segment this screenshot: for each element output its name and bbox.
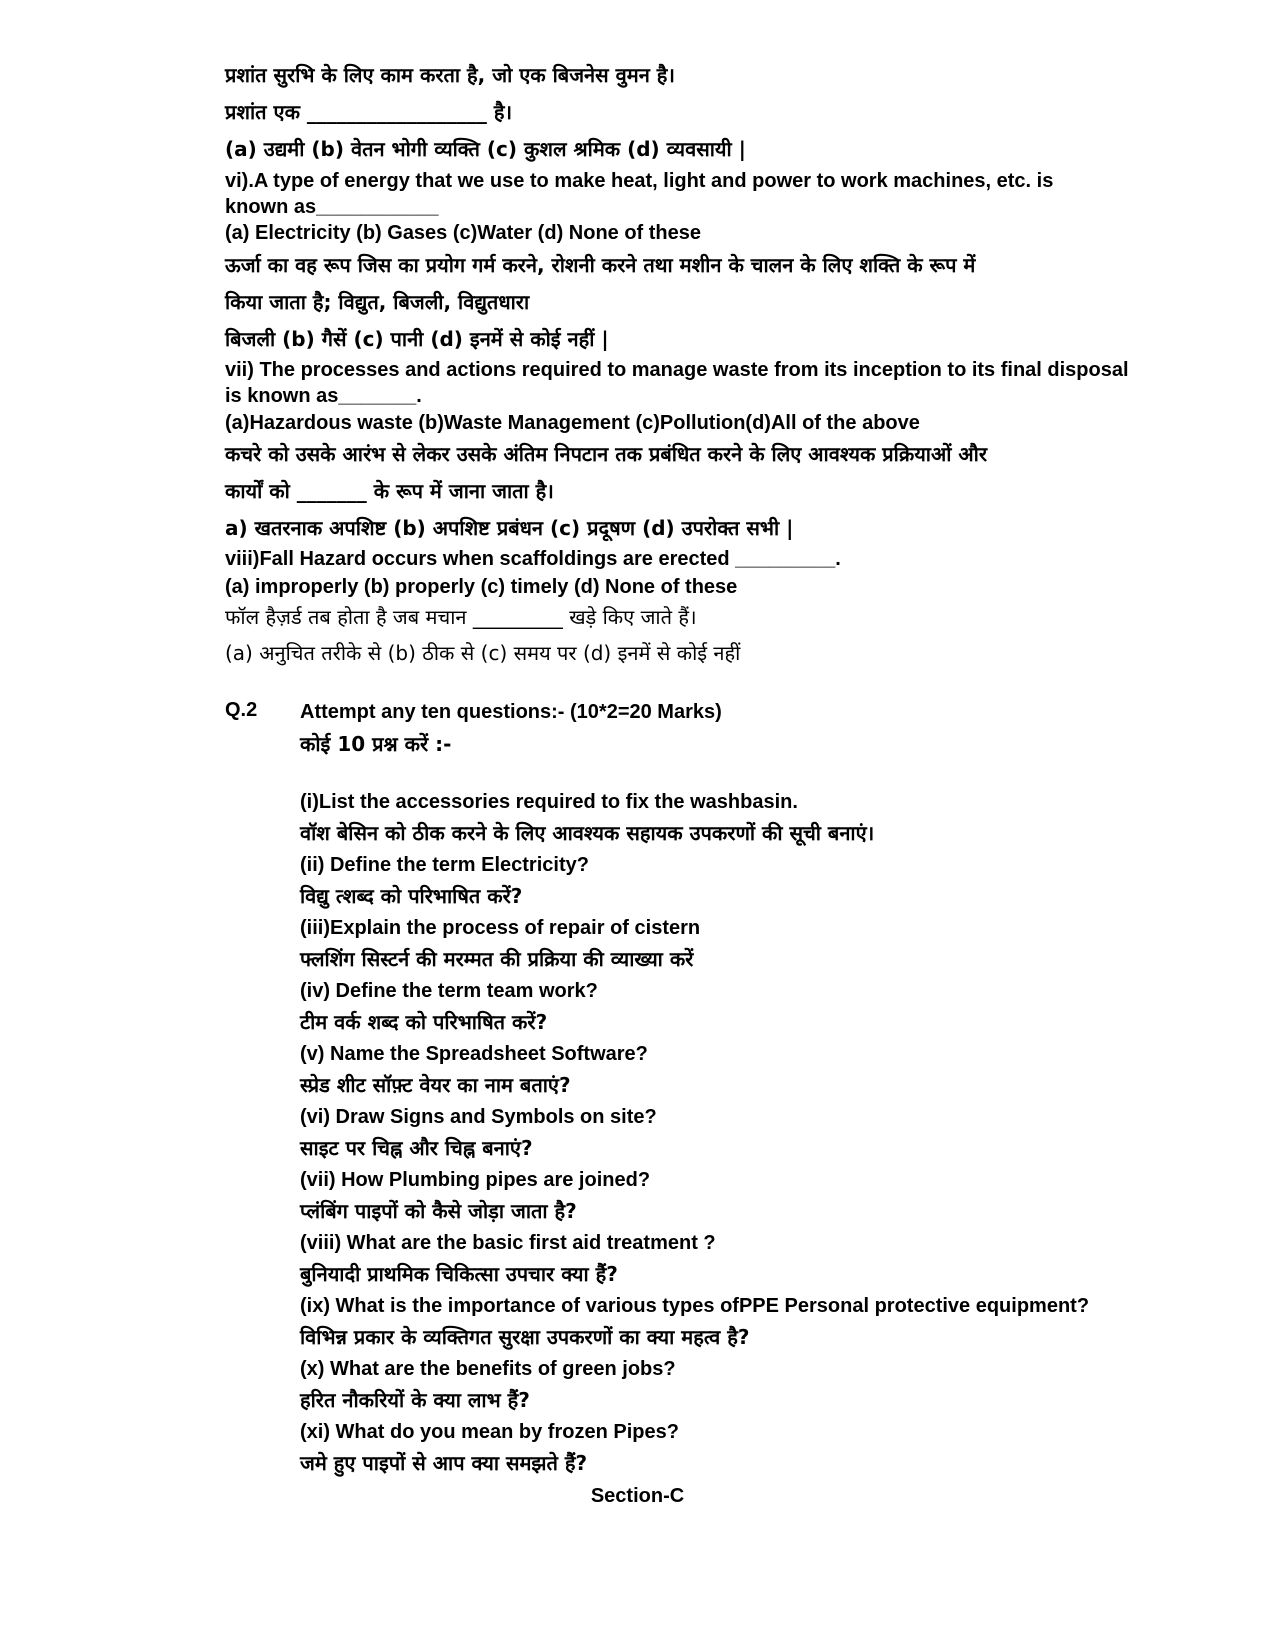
question-item: (ii) Define the term Electricity?	[300, 854, 589, 876]
question-number: Q.2	[225, 699, 258, 721]
question-item-hindi: हरित नौकरियों के क्या लाभ हैं?	[300, 1388, 530, 1412]
question-item: (vii) How Plumbing pipes are joined?	[300, 1169, 651, 1191]
question-item: (xi) What do you mean by frozen Pipes?	[300, 1421, 679, 1443]
question-item-hindi: विभिन्न प्रकार के व्यक्तिगत सुरक्षा उपकरणों का क्या महत्व है?	[300, 1325, 750, 1349]
question-item: (viii) What are the basic first aid treatment ?	[300, 1232, 716, 1254]
answer-options: बिजली (b) गैसें (c) पानी (d) इनमें से कोई नहीं |	[225, 327, 609, 351]
question-vii: vii) The processes and actions required to manage waste from its inception to its final disposal	[225, 359, 1129, 381]
text-line: कार्यों को _______ के रूप में जाना जाता है।	[225, 479, 554, 503]
answer-options: (a)Hazardous waste (b)Waste Management (c)Pollution(d)All of the above	[225, 412, 920, 434]
section-heading: Section-C	[590, 1485, 685, 1507]
answer-options: (a) Electricity (b) Gases (c)Water (d) None of these	[225, 222, 702, 244]
question-item: (iv) Define the term team work?	[300, 980, 598, 1002]
answer-options: (a) उद्यमी (b) वेतन भोगी व्यक्ति (c) कुशल श्रमिक (d) व्यवसायी |	[225, 137, 746, 161]
question-item-hindi: जमे हुए पाइपों से आप क्या समझते हैं?	[300, 1451, 588, 1475]
question-item: (ix) What is the importance of various types ofPPE Personal protective equipment?	[300, 1295, 1090, 1317]
question-item-hindi: बुनियादी प्राथमिक चिकित्सा उपचार क्या हैं?	[300, 1262, 618, 1286]
question-item-hindi: साइट पर चिह्न और चिह्न बनाएं?	[300, 1136, 533, 1160]
question-item: (v) Name the Spreadsheet Software?	[300, 1043, 648, 1065]
question-item-hindi: स्प्रेड शीट सॉफ़्ट वेयर का नाम बताएं?	[300, 1073, 571, 1097]
question-item-hindi: टीम वर्क शब्द को परिभाषित करें?	[300, 1010, 548, 1034]
text-line: known as___________	[225, 196, 439, 218]
question-item: (vi) Draw Signs and Symbols on site?	[300, 1106, 657, 1128]
question-instruction: Attempt any ten questions:- (10*2=20 Marks)	[300, 701, 722, 723]
text-line: किया जाता है; विद्युत, बिजली, विद्युतधारा	[225, 290, 530, 314]
question-item-hindi: विद्यु त्शब्द को परिभाषित करें?	[300, 884, 523, 908]
question-item-hindi: प्लंबिंग पाइपों को कैसे जोड़ा जाता है?	[300, 1199, 577, 1223]
text-line: is known as_______.	[225, 385, 422, 407]
question-item: (iii)Explain the process of repair of cistern	[300, 917, 701, 939]
question-item: (x) What are the benefits of green jobs?	[300, 1358, 676, 1380]
text-line: प्रशांत एक __________________ है।	[225, 100, 513, 124]
question-item-hindi: वॉश बेसिन को ठीक करने के लिए आवश्यक सहायक उपकरणों की सूची बनाएं।	[300, 821, 875, 845]
question-instruction-hindi: कोई 10 प्रश्न करें :-	[300, 732, 452, 756]
text-line: प्रशांत सुरभि के लिए काम करता है, जो एक बिजनेस वुमन है।	[225, 63, 675, 87]
answer-options: a) खतरनाक अपशिष्ट (b) अपशिष्ट प्रबंधन (c) प्रदूषण (d) उपरोक्त सभी |	[225, 516, 794, 540]
text-line: फॉल हैज़र्ड तब होता है जब मचान _________ खड़े किए जाते हैं।	[225, 605, 697, 629]
answer-options: (a) improperly (b) properly (c) timely (d) None of these	[225, 576, 738, 598]
question-viii: viii)Fall Hazard occurs when scaffoldings are erected _________.	[225, 548, 841, 570]
text-line: ऊर्जा का वह रूप जिस का प्रयोग गर्म करने, रोशनी करने तथा मशीन के चालन के लिए शक्ति के रूप में	[225, 253, 976, 277]
question-item-hindi: फ्लशिंग सिस्टर्न की मरम्मत की प्रक्रिया की व्याख्या करें	[300, 947, 694, 971]
question-vi: vi).A type of energy that we use to make heat, light and power to work machines, etc. is	[225, 170, 1054, 192]
question-item: (i)List the accessories required to fix the washbasin.	[300, 791, 798, 813]
text-line: कचरे को उसके आरंभ से लेकर उसके अंतिम निपटान तक प्रबंधित करने के लिए आवश्यक प्रक्रियाओं और	[225, 442, 988, 466]
answer-options: (a) अनुचित तरीके से (b) ठीक से (c) समय पर (d) इनमें से कोई नहीं	[225, 641, 741, 665]
